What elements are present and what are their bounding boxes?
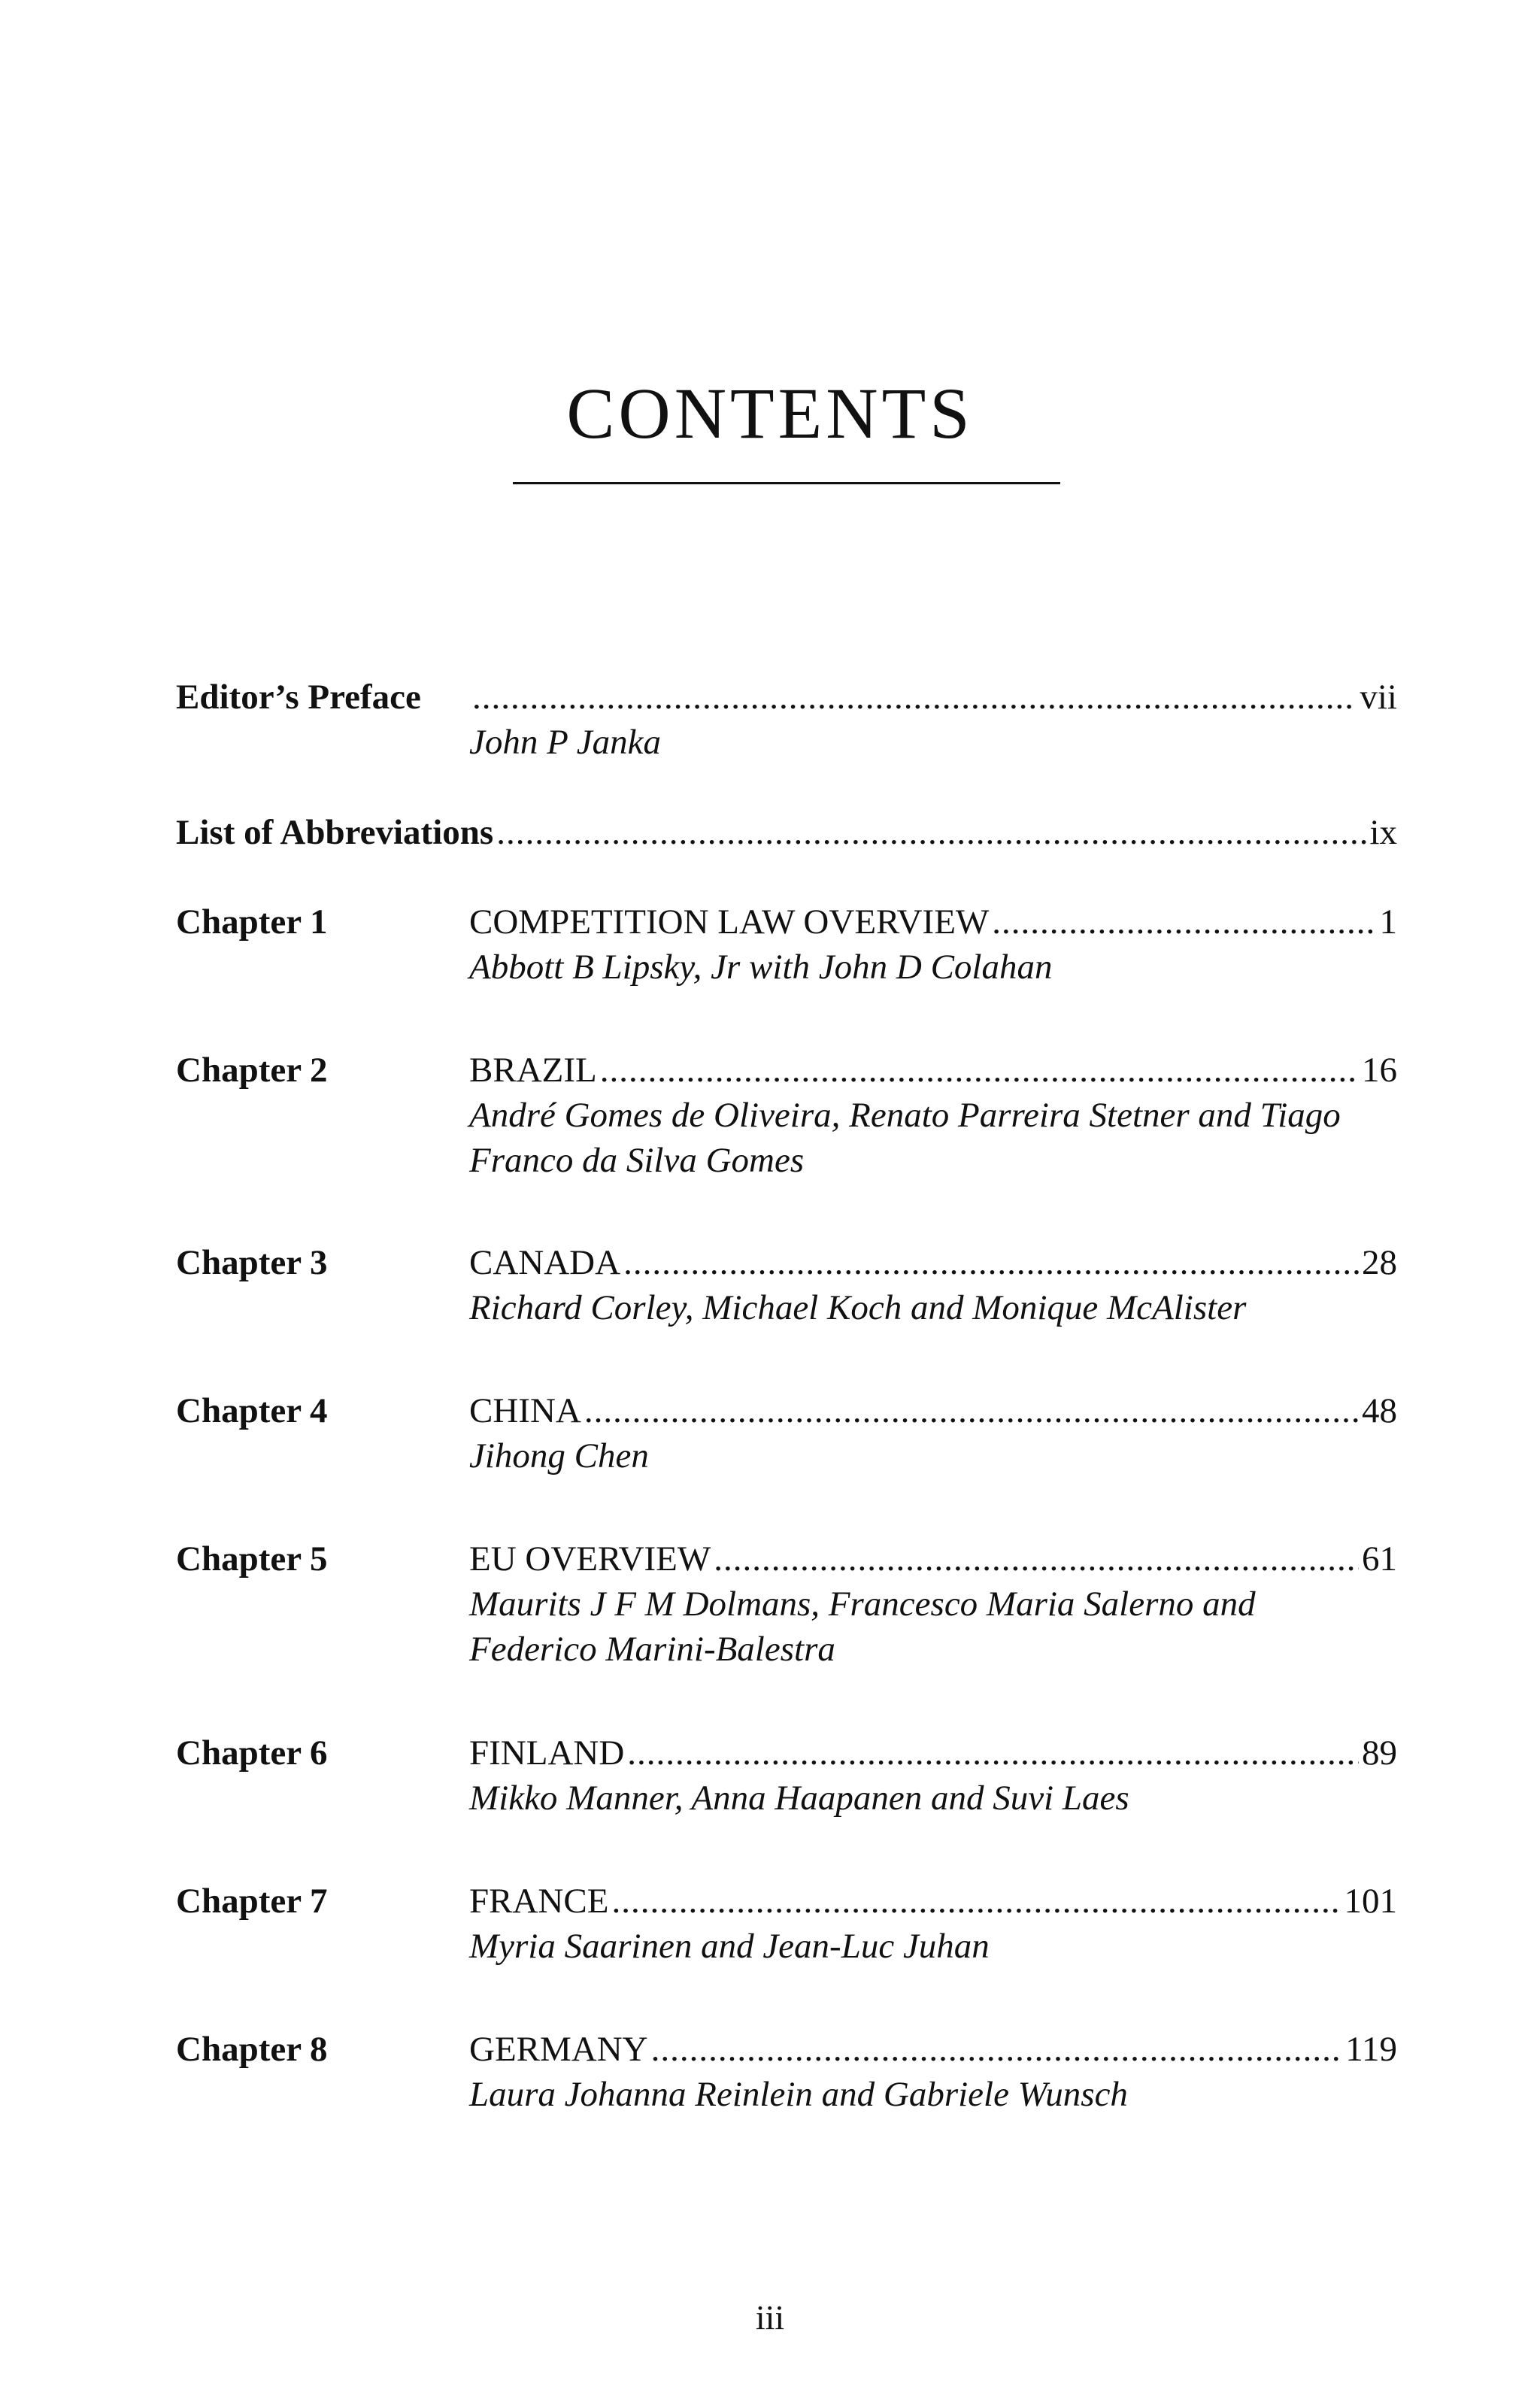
toc-entry-label: Chapter 2 <box>176 1051 328 1090</box>
toc-entry-title: FINLAND <box>469 1733 625 1773</box>
toc-entry-page: 16 <box>1362 1051 1397 1090</box>
toc-entry-authors: Jihong Chen <box>469 1436 649 1475</box>
dot-leader <box>627 1730 1359 1776</box>
toc-entry-line <box>469 1730 1397 1776</box>
toc-entry-line <box>469 2027 1397 2072</box>
toc-entry-page: 48 <box>1362 1391 1397 1430</box>
toc-entry-title: FRANCE <box>469 1882 609 1921</box>
toc-entry-authors: John P Janka <box>469 723 661 762</box>
toc-entry-line <box>469 1048 1397 1093</box>
dot-leader <box>651 2027 1343 2072</box>
toc-entry-label: Chapter 6 <box>176 1733 328 1773</box>
toc-entry-line <box>469 1240 1397 1285</box>
dot-leader <box>611 1879 1341 1924</box>
toc-entry-title: GERMANY <box>469 2030 648 2069</box>
dot-leader <box>714 1536 1359 1582</box>
toc-entry-page: vii <box>1360 678 1397 717</box>
toc-entry-page: 1 <box>1379 902 1397 942</box>
toc-entry-label: Chapter 3 <box>176 1243 328 1282</box>
toc-entry-label: Chapter 8 <box>176 2030 328 2069</box>
toc-entry-authors: Maurits J F M Dolmans, Francesco Maria Salerno and Federico Marini-Balestra <box>469 1585 1256 1669</box>
toc-entry-title: CHINA <box>469 1391 581 1430</box>
toc-entry-line <box>469 1536 1397 1582</box>
toc-entry-authors: André Gomes de Oliveira, Renato Parreira Stetner and Tiago Franco da Silva Gomes <box>469 1096 1341 1180</box>
dot-leader <box>992 899 1376 945</box>
toc-entry-label: Chapter 4 <box>176 1391 328 1430</box>
toc-entry-title: EU OVERVIEW <box>469 1539 711 1579</box>
page-number: iii <box>755 2298 785 2337</box>
toc-entry-page: 101 <box>1344 1882 1397 1921</box>
toc-entry-authors: Mikko Manner, Anna Haapanen and Suvi Laes <box>469 1779 1129 1818</box>
toc-entry-page: ix <box>1369 813 1397 852</box>
toc-entry-line <box>469 899 1397 945</box>
toc-entry-label: List of Abbreviations <box>176 813 494 852</box>
dot-leader <box>600 1048 1359 1093</box>
dot-leader <box>623 1240 1359 1285</box>
title-rule <box>513 482 1060 484</box>
toc-entry-page: 28 <box>1362 1243 1397 1282</box>
toc-entry-authors: Richard Corley, Michael Koch and Monique McAlister <box>469 1288 1247 1327</box>
toc-entry-line <box>469 675 1397 720</box>
dot-leader <box>496 810 1366 855</box>
toc-entry-title: BRAZIL <box>469 1051 597 1090</box>
toc-entry-label: Chapter 1 <box>176 902 328 942</box>
toc-entry-authors: Myria Saarinen and Jean-Luc Juhan <box>469 1927 990 1966</box>
toc-entry-authors: Abbott B Lipsky, Jr with John D Colahan <box>469 948 1053 987</box>
toc-entry-page: 61 <box>1362 1539 1397 1579</box>
toc-entry-label: Chapter 5 <box>176 1539 328 1579</box>
page-title: CONTENTS <box>566 373 974 453</box>
toc-entry-page: 89 <box>1362 1733 1397 1773</box>
toc-entry-title: COMPETITION LAW OVERVIEW <box>469 902 990 942</box>
toc-entry-line <box>176 810 1397 855</box>
toc-entry-label: Chapter 7 <box>176 1882 328 1921</box>
toc-entry-authors: Laura Johanna Reinlein and Gabriele Wunsch <box>469 2075 1128 2114</box>
dot-leader <box>584 1388 1359 1433</box>
toc-entry-line <box>469 1388 1397 1433</box>
toc-entry-label: Editor’s Preface <box>176 678 421 717</box>
dot-leader <box>472 675 1357 720</box>
toc-entry-page: 119 <box>1345 2030 1397 2069</box>
toc-entry-title: CANADA <box>469 1243 621 1282</box>
toc-entry-line <box>469 1879 1397 1924</box>
